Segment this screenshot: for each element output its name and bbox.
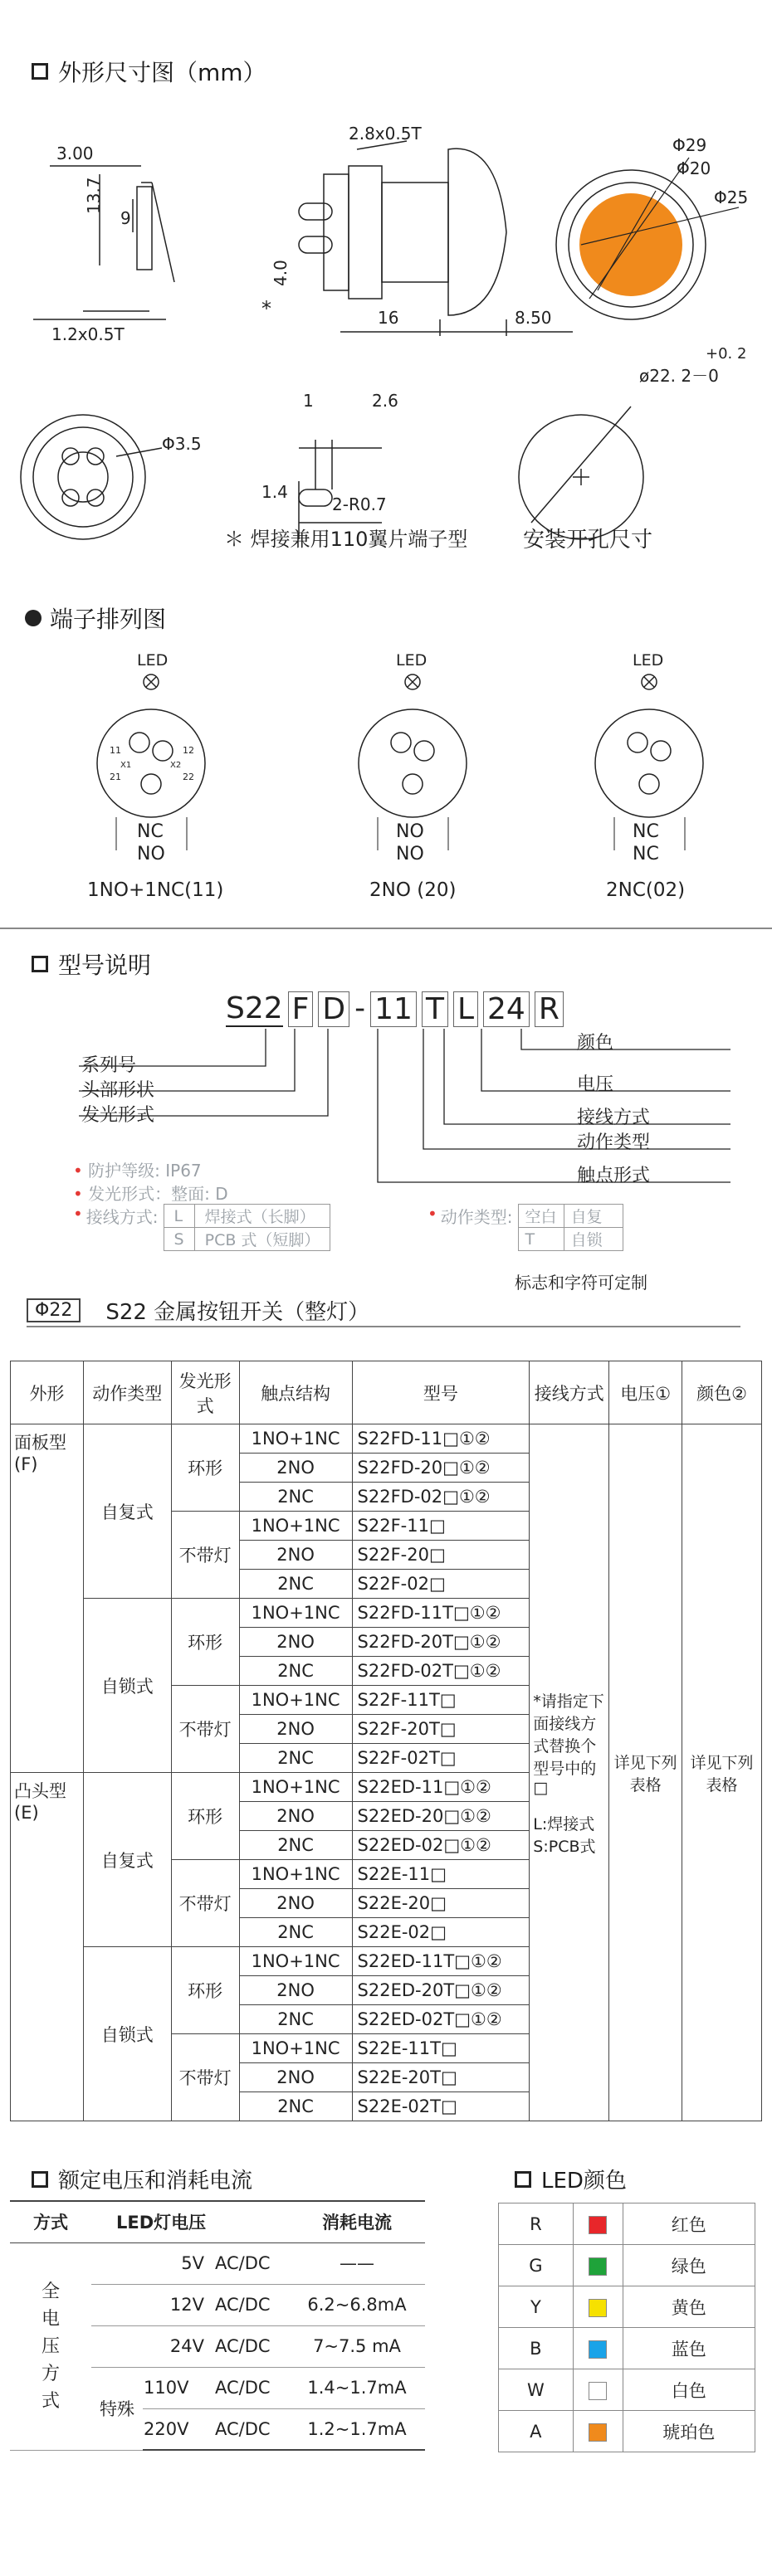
product-name: S22 金属按钮开关（整灯） bbox=[105, 1299, 370, 1325]
wiring-table bbox=[164, 1204, 331, 1251]
code-series: S22 bbox=[226, 991, 283, 1025]
cur-col-mode: 方式 bbox=[33, 2213, 68, 2233]
current-value: 6.2~6.8mA bbox=[289, 2284, 425, 2325]
front-view-drawing bbox=[556, 158, 739, 319]
pin-12: 12 bbox=[183, 745, 194, 756]
col-voltage: 电压① bbox=[609, 1361, 682, 1424]
product-title-bar bbox=[27, 1294, 740, 1327]
led-label: LED bbox=[137, 651, 169, 670]
terminal-caption: 2NC(02) bbox=[606, 879, 686, 901]
contact-cell: 1NO+1NC bbox=[239, 1512, 352, 1541]
pin-22: 22 bbox=[183, 772, 194, 782]
shape-cell: 面板型 (F) bbox=[11, 1424, 84, 1773]
contact-cell: 1NO+1NC bbox=[239, 2034, 352, 2063]
model-cell: S22E-11□ bbox=[352, 1860, 530, 1889]
led-name: 红色 bbox=[623, 2203, 755, 2245]
spec-row bbox=[11, 1424, 762, 1454]
voltage-type: AC/DC bbox=[214, 2242, 289, 2284]
special-cell: 特殊 bbox=[91, 2367, 143, 2450]
led-name: 黄色 bbox=[623, 2286, 755, 2328]
current-value: 7~7.5 mA bbox=[289, 2325, 425, 2367]
color-swatch-icon bbox=[589, 2423, 607, 2442]
led-row bbox=[499, 2369, 755, 2411]
lum-cell: 环形 bbox=[171, 1773, 239, 1860]
action-cell: 自锁式 bbox=[83, 1947, 171, 2121]
wiring-desc: PCB 式（短脚） bbox=[194, 1228, 330, 1251]
action-options bbox=[428, 1204, 623, 1251]
mounting-hole-drawing bbox=[519, 407, 643, 539]
model-cell: S22ED-02□①② bbox=[352, 1831, 530, 1860]
model-cell: S22FD-02□①② bbox=[352, 1483, 530, 1512]
led-swatch bbox=[573, 2328, 623, 2369]
product-code: Φ22 bbox=[27, 1298, 81, 1322]
hole-title: 安装开孔尺寸 bbox=[523, 528, 653, 553]
voltage-value: 220V bbox=[143, 2408, 214, 2450]
led-label: LED bbox=[396, 651, 428, 670]
current-table bbox=[10, 2200, 425, 2451]
led-table bbox=[498, 2203, 755, 2452]
code-action: T bbox=[422, 991, 448, 1027]
voltage-type: AC/DC bbox=[214, 2367, 289, 2408]
action-cell: 自复式 bbox=[83, 1424, 171, 1599]
model-cell: S22F-20□ bbox=[352, 1541, 530, 1570]
terminal-bottom-label: NC bbox=[633, 844, 659, 864]
contact-cell: 2NO bbox=[239, 1454, 352, 1483]
model-title: 型号说明 bbox=[58, 952, 152, 979]
model-cell: S22ED-11□①② bbox=[352, 1773, 530, 1802]
spec-body bbox=[11, 1424, 762, 2121]
led-name: 蓝色 bbox=[623, 2328, 755, 2369]
dim-2-8x0-5t: 2.8x0.5T bbox=[349, 124, 422, 144]
lum-cell: 环形 bbox=[171, 1424, 239, 1512]
model-cell: S22FD-20T□①② bbox=[352, 1628, 530, 1657]
voltage-value: 110V bbox=[143, 2367, 214, 2408]
cur-col-voltage: LED灯电压 bbox=[116, 2213, 207, 2233]
contact-cell: 2NC bbox=[239, 2092, 352, 2121]
lum-cell: 不带灯 bbox=[171, 1686, 239, 1773]
checkbox-square-icon bbox=[32, 2171, 48, 2188]
side-view-drawing bbox=[33, 166, 174, 319]
label-voltage: 电压 bbox=[577, 1074, 614, 1095]
model-cell: S22ED-02T□①② bbox=[352, 2005, 530, 2034]
code-contact: 11 bbox=[370, 991, 417, 1027]
label-wiring: 接线方式 bbox=[577, 1108, 651, 1128]
led-code: B bbox=[499, 2328, 574, 2369]
label-action: 动作类型 bbox=[577, 1132, 651, 1153]
led-swatch bbox=[573, 2369, 623, 2411]
led-header bbox=[515, 2164, 627, 2194]
led-row bbox=[499, 2245, 755, 2286]
lum-cell: 不带灯 bbox=[171, 2034, 239, 2121]
led-code: G bbox=[499, 2245, 574, 2286]
pin-21: 21 bbox=[110, 772, 121, 782]
model-cell: S22FD-20□①② bbox=[352, 1454, 530, 1483]
checkbox-square-icon bbox=[32, 63, 48, 80]
contact-cell: 2NO bbox=[239, 1628, 352, 1657]
led-row bbox=[499, 2203, 755, 2245]
led-code: Y bbox=[499, 2286, 574, 2328]
led-swatch bbox=[573, 2286, 623, 2328]
terminal-caption: 1NO+1NC(11) bbox=[87, 879, 224, 901]
color-swatch-icon bbox=[589, 2257, 607, 2276]
dim-3-00: 3.00 bbox=[56, 144, 94, 163]
pin-11: 11 bbox=[110, 745, 121, 756]
led-label: LED bbox=[633, 651, 664, 670]
label-head: 头部形状 bbox=[81, 1080, 155, 1101]
dim-phi20: Φ20 bbox=[677, 158, 711, 178]
contact-cell: 2NO bbox=[239, 1889, 352, 1918]
col-model: 型号 bbox=[352, 1361, 530, 1424]
contact-cell: 2NC bbox=[239, 2005, 352, 2034]
model-cell: S22ED-20T□①② bbox=[352, 1976, 530, 2005]
dimensions-header bbox=[32, 55, 266, 88]
dim-1-4: 1.4 bbox=[261, 482, 288, 502]
col-wiring: 接线方式 bbox=[530, 1361, 609, 1424]
current-value: 1.2~1.7mA bbox=[289, 2408, 425, 2450]
terminal-caption: 2NO (20) bbox=[369, 879, 457, 901]
terminal-top-label: NO bbox=[396, 821, 424, 842]
terminal-diagram-1 bbox=[83, 651, 232, 900]
contact-cell: 2NO bbox=[239, 2063, 352, 2092]
current-value: 1.4~1.7mA bbox=[289, 2367, 425, 2408]
dim-2-6: 2.6 bbox=[372, 391, 398, 411]
contact-cell: 1NO+1NC bbox=[239, 1424, 352, 1454]
led-row bbox=[499, 2411, 755, 2452]
col-color: 颜色② bbox=[682, 1361, 762, 1424]
wiring-code: L bbox=[164, 1205, 194, 1228]
wiring-note-cell bbox=[530, 1424, 609, 2121]
voltage-type: AC/DC bbox=[214, 2408, 289, 2450]
model-cell: S22FD-11□①② bbox=[352, 1424, 530, 1454]
led-name: 白色 bbox=[623, 2369, 755, 2411]
voltage-type: AC/DC bbox=[214, 2284, 289, 2325]
voltage-value: 24V bbox=[91, 2325, 214, 2367]
note-bullet: • bbox=[73, 1204, 83, 1224]
wiring-note: *请指定下面接线方式替换个型号中的 □ bbox=[533, 1692, 604, 1797]
checkbox-square-icon bbox=[32, 956, 48, 972]
current-row bbox=[10, 2242, 425, 2284]
checkbox-square-icon bbox=[515, 2171, 531, 2188]
dim-4-0: 4.0 bbox=[271, 260, 291, 286]
current-title: 额定电压和消耗电流 bbox=[58, 2169, 253, 2194]
led-row bbox=[499, 2328, 755, 2369]
action-code: T bbox=[518, 1228, 564, 1251]
current-header bbox=[32, 2164, 252, 2194]
hole-tolerance: +0. 2 bbox=[706, 345, 747, 363]
lum-cell: 环形 bbox=[171, 1947, 239, 2034]
rear-view-drawing bbox=[21, 415, 162, 539]
contact-cell: 2NC bbox=[239, 1918, 352, 1947]
contact-cell: 2NO bbox=[239, 1715, 352, 1744]
contact-cell: 2NO bbox=[239, 1541, 352, 1570]
model-cell: S22F-02T□ bbox=[352, 1744, 530, 1773]
contact-cell: 1NO+1NC bbox=[239, 1947, 352, 1976]
action-table bbox=[518, 1204, 623, 1251]
led-title: LED颜色 bbox=[541, 2169, 627, 2194]
code-voltage: 24 bbox=[483, 991, 530, 1027]
code-wiring: L bbox=[453, 991, 478, 1027]
spec-table bbox=[10, 1361, 762, 2121]
lum-cell: 环形 bbox=[171, 1599, 239, 1686]
led-swatch bbox=[573, 2411, 623, 2452]
model-cell: S22F-20T□ bbox=[352, 1715, 530, 1744]
note-ip: • 防护等级: IP67 bbox=[73, 1161, 202, 1181]
dim-phi3-5: Φ3.5 bbox=[162, 434, 202, 454]
code-color: R bbox=[535, 991, 564, 1027]
voltage-value: 5V bbox=[91, 2242, 214, 2284]
bullet-dot-icon bbox=[25, 610, 42, 626]
color-swatch-icon bbox=[589, 2382, 607, 2400]
terminals-title: 端子排列图 bbox=[50, 606, 167, 633]
spec-header-row bbox=[11, 1361, 762, 1424]
led-code: R bbox=[499, 2203, 574, 2245]
current-body bbox=[10, 2242, 425, 2450]
wiring-options bbox=[73, 1204, 330, 1251]
lum-cell: 不带灯 bbox=[171, 1512, 239, 1599]
hole-dimension: ø22. 2－0 bbox=[639, 366, 719, 386]
label-lum: 发光形式 bbox=[81, 1105, 155, 1126]
cur-col-current: 消耗电流 bbox=[322, 2213, 392, 2233]
dim-2-r0-7: 2-R0.7 bbox=[332, 494, 387, 514]
model-cell: S22F-11□ bbox=[352, 1512, 530, 1541]
terminals-header bbox=[25, 601, 166, 635]
model-cell: S22E-20□ bbox=[352, 1889, 530, 1918]
terminal-top-label: NC bbox=[633, 821, 659, 842]
note-bullet: • bbox=[428, 1204, 437, 1224]
action-code: 空白 bbox=[518, 1205, 564, 1228]
model-cell: S22F-11T□ bbox=[352, 1686, 530, 1715]
contact-cell: 2NO bbox=[239, 1802, 352, 1831]
contact-cell: 2NO bbox=[239, 1976, 352, 2005]
contact-cell: 2NC bbox=[239, 1831, 352, 1860]
model-cell: S22E-20T□ bbox=[352, 2063, 530, 2092]
shape-cell: 凸头型 (E) bbox=[11, 1773, 84, 2121]
dim-13-7: 13.7 bbox=[84, 177, 104, 214]
middle-view-drawing bbox=[299, 141, 573, 336]
code-head: F bbox=[288, 991, 314, 1027]
dim-phi29: Φ29 bbox=[672, 135, 707, 155]
action-desc: 自锁 bbox=[564, 1228, 623, 1251]
dim-1: 1 bbox=[303, 391, 314, 411]
label-series: 系列号 bbox=[81, 1055, 137, 1076]
color-swatch-icon bbox=[589, 2340, 607, 2359]
contact-cell: 1NO+1NC bbox=[239, 1860, 352, 1889]
terminal-top-label: NC bbox=[137, 821, 164, 842]
wiring-label: 接线方式: bbox=[86, 1207, 159, 1227]
weld-note: ＊ 焊接兼用110翼片端子型 bbox=[224, 528, 468, 551]
pin-x1: X1 bbox=[120, 761, 132, 770]
model-cell: S22F-02□ bbox=[352, 1570, 530, 1599]
led-swatch bbox=[573, 2203, 623, 2245]
voltage-note-cell: 详见下列表格 bbox=[609, 1424, 682, 2121]
action-cell: 自复式 bbox=[83, 1773, 171, 1947]
dimension-drawings bbox=[0, 91, 772, 581]
dim-star: * bbox=[261, 297, 271, 320]
section-divider bbox=[0, 928, 772, 929]
contact-cell: 1NO+1NC bbox=[239, 1686, 352, 1715]
color-note-cell: 详见下列表格 bbox=[682, 1424, 762, 2121]
dimensions-title: 外形尺寸图（mm） bbox=[58, 59, 266, 86]
led-code: W bbox=[499, 2369, 574, 2411]
voltage-value: 12V bbox=[91, 2284, 214, 2325]
model-cell: S22ED-20□①② bbox=[352, 1802, 530, 1831]
label-color: 颜色 bbox=[577, 1033, 614, 1054]
contact-cell: 2NC bbox=[239, 1483, 352, 1512]
led-row bbox=[499, 2286, 755, 2328]
action-label: 动作类型: bbox=[440, 1207, 513, 1227]
model-cell: S22E-11T□ bbox=[352, 2034, 530, 2063]
model-cell: S22E-02T□ bbox=[352, 2092, 530, 2121]
terminal-diagrams bbox=[0, 651, 772, 900]
contact-cell: 2NC bbox=[239, 1657, 352, 1686]
led-name: 琥珀色 bbox=[623, 2411, 755, 2452]
col-action: 动作类型 bbox=[83, 1361, 171, 1424]
col-lum: 发光形式 bbox=[171, 1361, 239, 1424]
action-desc: 自复 bbox=[564, 1205, 623, 1228]
model-header bbox=[32, 947, 151, 981]
dim-9: 9 bbox=[120, 208, 131, 228]
led-code: A bbox=[499, 2411, 574, 2452]
model-cell: S22ED-11T□①② bbox=[352, 1947, 530, 1976]
action-cell: 自锁式 bbox=[83, 1599, 171, 1773]
terminal-diagram-3 bbox=[581, 651, 730, 900]
color-swatch-icon bbox=[589, 2216, 607, 2234]
dim-8-50: 8.50 bbox=[515, 308, 552, 328]
lum-cell: 不带灯 bbox=[171, 1860, 239, 1947]
terminal-diagram-2 bbox=[344, 651, 494, 900]
led-swatch bbox=[573, 2245, 623, 2286]
code-lum: D bbox=[318, 991, 349, 1027]
wiring-desc: 焊接式（长脚） bbox=[194, 1205, 330, 1228]
voltage-type: AC/DC bbox=[214, 2325, 289, 2367]
contact-cell: 2NC bbox=[239, 1744, 352, 1773]
wiring-note-2: L:焊接式 S:PCB式 bbox=[533, 1814, 596, 1856]
dim-phi25: Φ25 bbox=[714, 187, 749, 207]
model-code-diagram bbox=[0, 991, 772, 1323]
label-contact: 触点形式 bbox=[577, 1166, 651, 1186]
code-dash: - bbox=[354, 991, 366, 1025]
dim-16: 16 bbox=[378, 308, 399, 328]
terminal-bottom-label: NO bbox=[137, 844, 165, 864]
note-lum: • 发光形式：整面: D bbox=[73, 1184, 228, 1204]
contact-cell: 2NC bbox=[239, 1570, 352, 1599]
custom-note: 标志和字符可定制 bbox=[515, 1273, 647, 1293]
contact-cell: 1NO+1NC bbox=[239, 1773, 352, 1802]
col-shape: 外形 bbox=[11, 1361, 84, 1424]
led-name: 绿色 bbox=[623, 2245, 755, 2286]
dim-1-2x0-5t: 1.2x0.5T bbox=[51, 324, 125, 344]
mode-cell: 全电压方式 bbox=[10, 2242, 91, 2450]
terminal-bottom-label: NO bbox=[396, 844, 424, 864]
model-cell: S22FD-02T□①② bbox=[352, 1657, 530, 1686]
current-value: —— bbox=[289, 2242, 425, 2284]
wiring-code: S bbox=[164, 1228, 194, 1251]
color-swatch-icon bbox=[589, 2299, 607, 2317]
pin-x2: X2 bbox=[170, 761, 182, 770]
col-contact: 触点结构 bbox=[239, 1361, 352, 1424]
model-code bbox=[226, 991, 564, 1027]
contact-cell: 1NO+1NC bbox=[239, 1599, 352, 1628]
model-cell: S22FD-11T□①② bbox=[352, 1599, 530, 1628]
model-cell: S22E-02□ bbox=[352, 1918, 530, 1947]
